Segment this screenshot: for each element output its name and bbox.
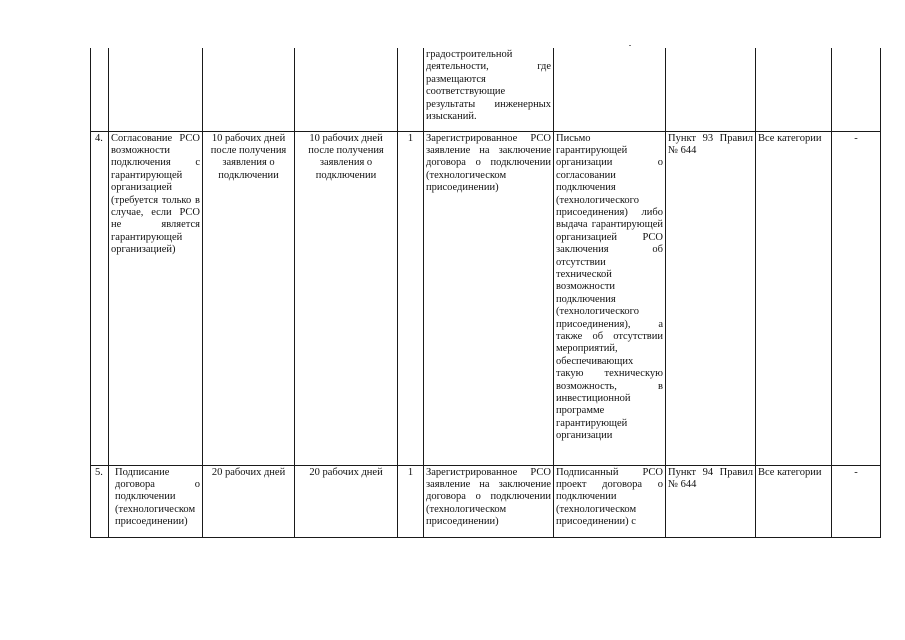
extra-info: - <box>832 131 881 465</box>
document-count: 1 <box>398 465 424 537</box>
stage-name: Согласование РСО возможности подключения с гарантирующей организацией (требуется только в случае, если РСО не является гарантирующей организацией) <box>109 131 203 465</box>
cell-extra <box>832 48 881 131</box>
scan-speck <box>629 45 631 46</box>
cell-num <box>91 48 109 131</box>
result-documents: Письмо гарантирующей организации о согласовании подключения (технологического присоединения) либо выдача гарантирующей организацией РСО заключения об отсутствии технической возможности подключения (технологического присоединения), а также об отсутствии мероприятий, обеспечивающих такую техническую возможность, в инвестиционной программе гарантирующей организации <box>554 131 666 465</box>
applicant-category: Все категории <box>756 131 832 465</box>
extra-info: - <box>832 465 881 537</box>
legal-basis: Пункт 93 Правил № 644 <box>666 131 756 465</box>
term-max: 20 рабочих дней <box>295 465 398 537</box>
input-documents: Зарегистрированное РСО заявление на заключение договора о подключении (технологическом присоединении) <box>424 465 554 537</box>
procedure-table <box>90 48 881 538</box>
table-row-continued <box>91 48 881 131</box>
term-standard: 20 рабочих дней <box>203 465 295 537</box>
cell-term-standard <box>203 48 295 131</box>
cell-result <box>554 48 666 131</box>
row-number: 5. <box>91 465 109 537</box>
cell-legal <box>666 48 756 131</box>
cell-count <box>398 48 424 131</box>
term-standard: 10 рабочих дней после получения заявления о подключении <box>203 131 295 465</box>
cell-input: градостроительной деятельности, где размещаются соответствующие результаты инженерных изысканий. <box>424 48 554 131</box>
table-row <box>91 131 881 465</box>
document-count: 1 <box>398 131 424 465</box>
cell-name <box>109 48 203 131</box>
term-max: 10 рабочих дней после получения заявления о подключении <box>295 131 398 465</box>
table-row <box>91 465 881 537</box>
stage-name: Подписание договора о подключении (технологическом присоединении) <box>109 465 203 537</box>
cell-term-max <box>295 48 398 131</box>
legal-basis: Пункт 94 Правил № 644 <box>666 465 756 537</box>
result-documents: Подписанный РСО проект договора о подключении (технологическом присоединении) с <box>554 465 666 537</box>
cell-category <box>756 48 832 131</box>
input-documents: Зарегистрированное РСО заявление на заключение договора о подключении (технологическом присоединении) <box>424 131 554 465</box>
applicant-category: Все категории <box>756 465 832 537</box>
row-number: 4. <box>91 131 109 465</box>
